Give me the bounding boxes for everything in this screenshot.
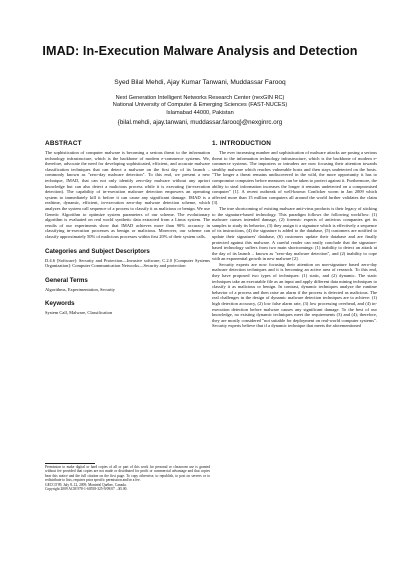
intro-paragraph: The true shortcoming of existing malware anti-virus products is their legacy of sticking to the signature-based technology. This paradigm follows the following workflow: (1) malware causes intended damage, (2) forensic experts of antivirus companies get its samples to study its behavior, (3) they assign it a signature which is effectively a sequence of its instructions, (4) the signature is added to the database, (5) customers are notified to update their signatures' database, (6) customers update their database and are finally protected against this malware. A careful reader can easily conclude that the signature-based technology suffers from two main shortcomings: (1) inability to detect an attack at the day of its launch – known as "zero-day malware detection", and (2) inability to cope with an exponential growth in new malware [2]. (212, 205, 377, 262)
footnote-divider (45, 463, 95, 464)
abstract-text: The sophistication of computer malware is becoming a serious threat to the information technology infrastructure, which is the backbone of modern e-commerce systems. We, therefore, advocate the need for developing sophisticated, efficient, and accurate malware classification techniques that can detect a malware on the first day of its launch – commonly known as "zero-day malware detection". To this end, we present a new technique, IMAD, that can not only identify zero-day malware without any apriori knowledge but can also detect a malicious process while it is executing (in-execution detection). The capability of in-execution malware detection empowers an operating system to immediately kill it before it can cause any significant damage. IMAD is a realtime, dynamic, efficient, in-execution zero-day malware detection scheme, which analyzes the system call sequence of a process to classify it as malicious or benign. We use Genetic Algorithm to optimize system parameters of our scheme. The evolutionary algorithm is evaluated on real world synthetic data extracted from a Linux system. The results of our experiments show that IMAD achieves more than 90% accuracy in classifying in-execution processes as benign or malicious. Moreover, our scheme can classify approximately 50% of malicious processes within first 20% of their system calls. (45, 150, 210, 239)
affiliation (20, 95, 380, 117)
affiliation-line: Islamabad 44000, Pakistan (166, 109, 234, 116)
paper-title: IMAD: In-Execution Malware Analysis and Detection (42, 44, 358, 58)
categories-heading: Categories and Subject Descriptors (45, 247, 150, 255)
intro-paragraph: The ever increasing number and sophistication of malware attacks are posing a serious threat to the information technology infrastructure, which is the backbone of modern e-commerce systems. The imposters or intruders are now focusing their attention towards stealthy malware which reaches vulnerable hosts and then stays undetected on the hosts. "The longer a threat remains undiscovered in the wild, the more opportunity it has to compromise computers before measures can be taken to protect against it. Furthermore, the ability to steal information increases the longer it remains undetected on a compromised computer" [1]. A recent outbreak of well-known Conficker worm in Jan 2009 which affected more than 15 million computers all around the world further validates the claim [3]. (212, 150, 377, 206)
affiliation-line: National University of Computer & Emerging Sciences (FAST-NUCES) (112, 102, 288, 109)
permission-notice: Permission to make digital or hard copies of all or part of this work for personal or classroom use is granted without fee provided that copies are not made or distributed for profit or commercial advantage and that copies bear this notice and the full citation on the first page. To copy otherwise, to republish, to post on servers or to redistribute to lists, requires prior specific permission and/or a fee. GECCO'09, July 8–12, 2009, Montréal Québec, Canada. Copyright 2009 ACM 978-1-60558-325-9/09/07 ...$5.00. (45, 465, 210, 492)
right-column (212, 140, 377, 329)
intro-paragraph: Security experts are now focusing their attention on non-signature based zero-day malware detection techniques and it is becoming an active area of research. To this end, they have proposed two types of techniques: (1) static, and (2) dynamic. The static techniques take an executable file as an input and apply different data mining techniques to classify it as malicious or benign. In contrast, dynamic techniques analyze the runtime behavior of a process and then raise an alarm if the process is detected as malicious. The real challenges in the design of dynamic malware detection techniques are to achieve: (1) high detection accuracy, (2) low false alarm rate, (3) low processing overhead, and (4) in-execution detection before malware causes any significant damage. To the best of our knowledge, no existing dynamic techniques meet the requirements (3) and (4); therefore, they are mostly considered "not suitable for deployment on real-world computer systems". Security experts believe that if a dynamic technique that meets the aforementioned (212, 261, 377, 329)
keywords-text: System Call, Malware, Classification (45, 310, 113, 316)
general-terms-text: Algorithms, Experimentation, Security (45, 286, 115, 292)
general-terms-heading: General Terms (45, 276, 88, 284)
author-emails: {bilal.mehdi, ajay.tanwani, muddassar.farooq}@nexginrc.org (117, 119, 283, 126)
abstract-heading: ABSTRACT (45, 140, 82, 147)
left-column (45, 140, 210, 316)
categories-text: D.4.6 [Software]: Security and Protection—Invasive software; C.2.0 [Computer Systems Organization]: Computer Communication Networks—Security and protection (45, 257, 210, 269)
introduction-heading: 1. INTRODUCTION (212, 140, 272, 147)
author-list: Syed Bilal Mehdi, Ajay Kumar Tanwani, Muddassar Farooq (114, 79, 286, 86)
keywords-heading: Keywords (45, 300, 75, 308)
affiliation-line: Next Generation Intelligent Networks Research Center (nexGIN RC) (115, 95, 285, 101)
